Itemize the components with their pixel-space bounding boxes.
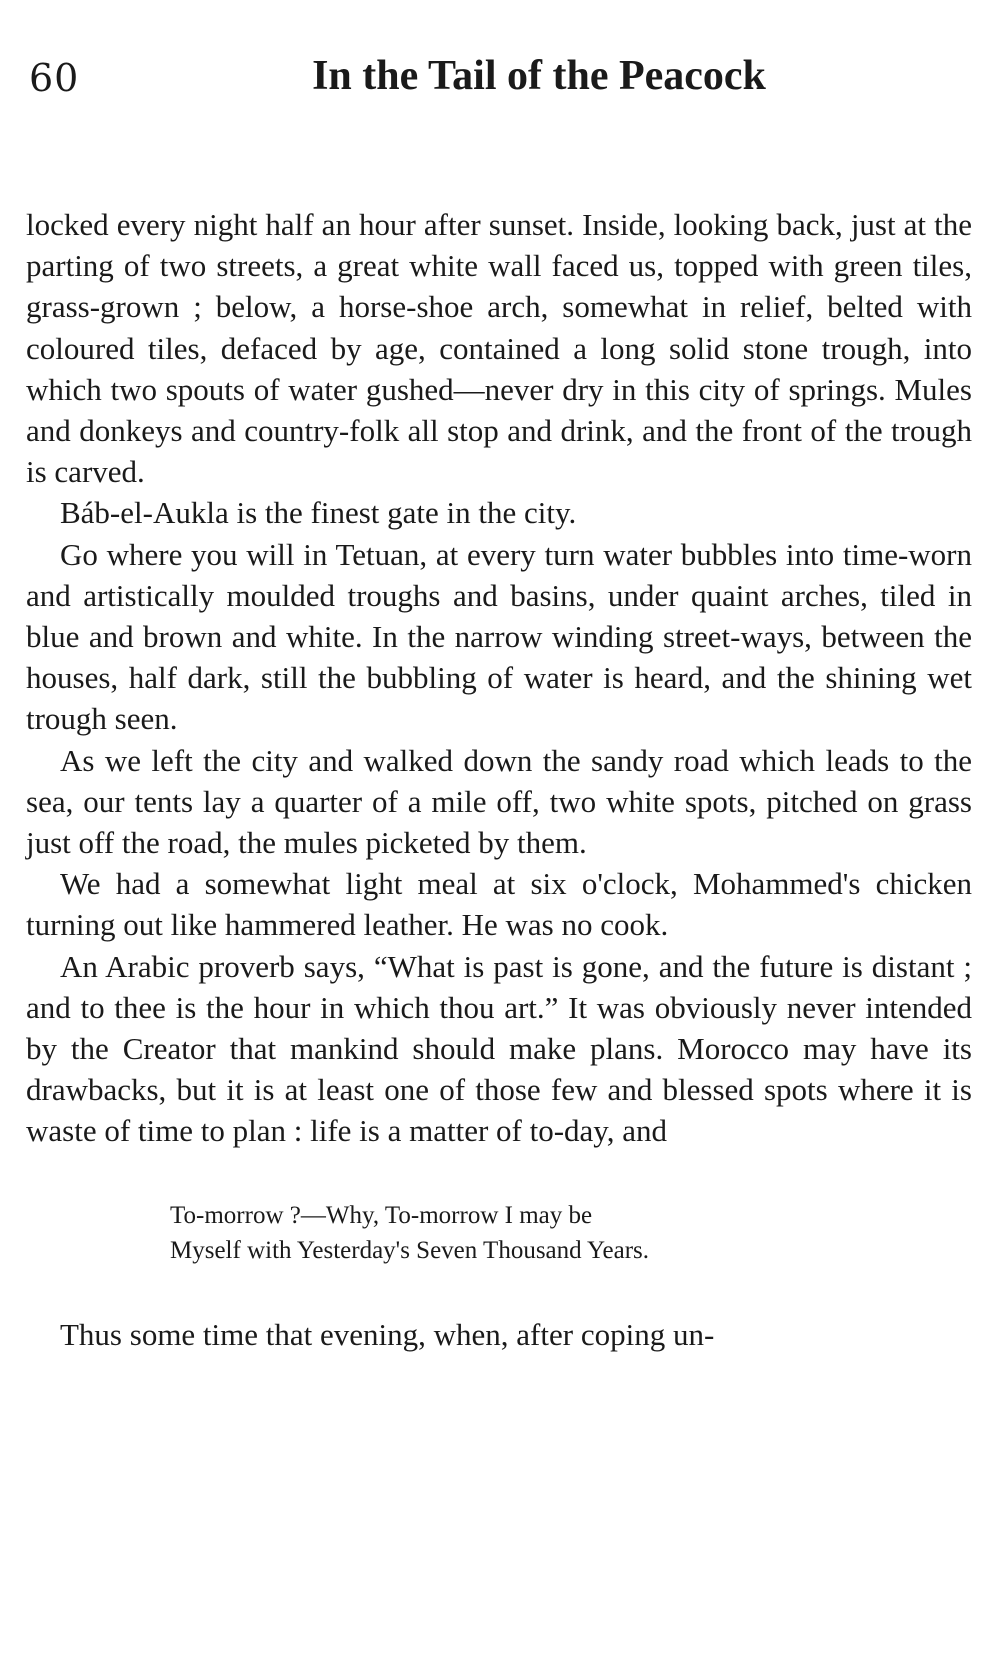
page-number: 60 xyxy=(29,56,80,100)
paragraph-meal: We had a somewhat light meal at six o'clock, Mohammed's chicken turning out like hammered leather. He was no cook. xyxy=(26,866,972,943)
page-header xyxy=(26,52,972,122)
paragraph-proverb: An Arabic proverb says, “What is past is gone, and the future is distant ; and to thee is the hour in which thou art.” It was obviously never intended by the Creator that mankind should make plans. Morocco may have its drawbacks, but it is at least one of those few and blessed spots where it is waste of time to plan : life is a matter of to-day, and xyxy=(26,948,972,1149)
body-text xyxy=(26,204,972,1355)
paragraph-gate: Báb-el-Aukla is the finest gate in the city. xyxy=(60,495,577,531)
verse-quote xyxy=(26,1198,972,1268)
paragraph-final: Thus some time that evening, when, after coping un- xyxy=(60,1316,715,1352)
paragraph-tents: As we left the city and walked down the sandy road which leads to the sea, our tents lay a quarter of a mile off, two white spots, pitched on grass just off the road, the mules picketed by them. xyxy=(26,742,972,861)
verse-line: To-morrow ?—Why, To-morrow I may be xyxy=(170,1201,593,1229)
paragraph-tetuan-water: Go where you will in Tetuan, at every turn water bubbles into time-worn and artistically moulded troughs and basins, under quaint arches, tiled in blue and brown and white. In the narrow winding street-ways, between the houses, half dark, still the bubbling of water is heard, and the shining wet trough seen. xyxy=(26,536,972,737)
book-page xyxy=(26,52,972,1355)
running-title: In the Tail of the Peacock xyxy=(312,53,766,99)
paragraph-continued: locked every night half an hour after sunset. Inside, looking back, just at the parting of two streets, a great white wall faced us, topped with green tiles, grass-grown ; below, a horse-shoe arch, somewhat in relief, belted with coloured tiles, defaced by age, contained a long solid stone trough, into which two spouts of water gushed—never dry in this city of springs. Mules and donkeys and country-folk all stop and drink, and the front of the trough is carved. xyxy=(26,207,972,490)
verse-line: Myself with Yesterday's Seven Thousand Years. xyxy=(170,1236,650,1264)
